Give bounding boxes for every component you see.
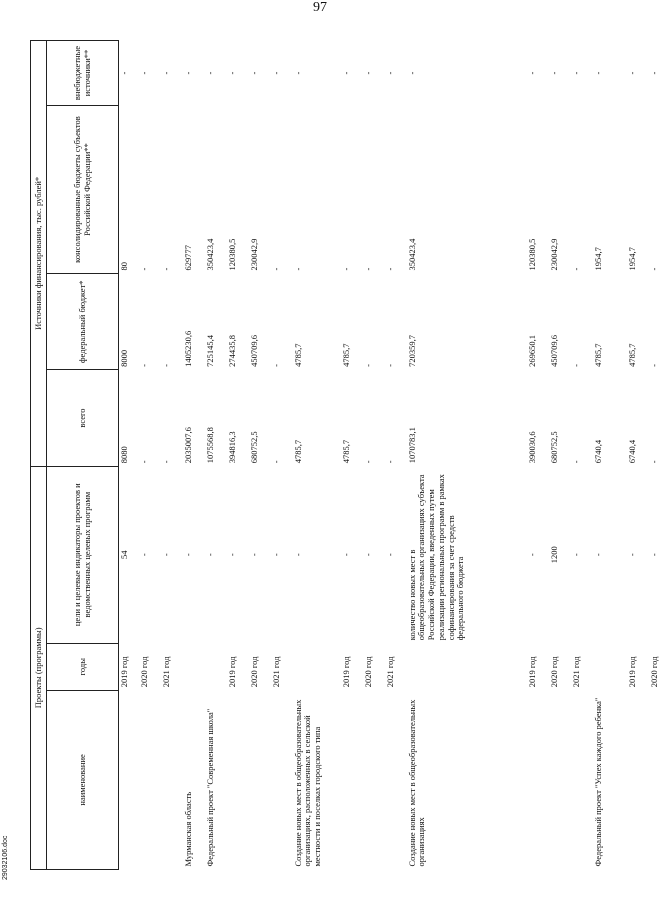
row-total: 2035007,6 bbox=[182, 427, 193, 464]
table-row bbox=[385, 41, 407, 870]
table-row bbox=[271, 41, 293, 870]
row-name bbox=[271, 690, 293, 869]
row-extra: - bbox=[138, 71, 149, 75]
row-extra: - bbox=[384, 71, 395, 75]
row-name bbox=[161, 690, 183, 869]
table-row bbox=[571, 41, 593, 870]
row-goal: - bbox=[248, 553, 259, 557]
row-federal: - bbox=[362, 364, 373, 367]
row-year: 2021 год bbox=[570, 656, 581, 688]
header-name: наименование bbox=[47, 690, 119, 869]
row-extra: - bbox=[270, 71, 281, 75]
row-extra: - bbox=[626, 71, 637, 75]
page-number: 97 bbox=[313, 0, 327, 15]
row-regional: 1954,7 bbox=[626, 247, 637, 271]
table-row bbox=[407, 41, 527, 870]
row-federal: 450709,6 bbox=[548, 335, 559, 367]
row-goal: - bbox=[384, 553, 395, 557]
row-goal: количество новых мест в общеобразовательных организациях субъекта Российской Федерации, введенных путем реализации региональных программ в рамках софинансирования за счет средств федерального бюджета bbox=[406, 474, 466, 641]
table-row bbox=[119, 41, 139, 870]
row-extra: - bbox=[526, 71, 537, 75]
header-regional: консолидированные бюджеты субъектов Российской Федерации** bbox=[47, 106, 119, 274]
row-federal: 1405230,6 bbox=[182, 330, 193, 367]
row-federal: 8000 bbox=[119, 349, 129, 367]
row-total: 394816,3 bbox=[226, 431, 237, 464]
row-goal: - bbox=[340, 553, 351, 557]
row-regional: - bbox=[648, 267, 659, 271]
row-total: 1075568,8 bbox=[204, 427, 215, 464]
row-federal: 4785,7 bbox=[592, 343, 603, 367]
row-total: 8080 bbox=[119, 446, 129, 464]
row-regional: 230042,9 bbox=[248, 238, 259, 271]
row-year: 2020 год bbox=[548, 656, 559, 688]
row-year: 2021 год bbox=[384, 656, 395, 688]
row-total: - bbox=[270, 460, 281, 464]
table-row bbox=[649, 41, 671, 870]
row-extra: - bbox=[406, 71, 417, 75]
row-regional: 350423,4 bbox=[406, 238, 417, 271]
row-name: Федеральный проект "Современная школа" bbox=[204, 708, 215, 867]
row-federal: 720359,7 bbox=[406, 335, 417, 367]
row-federal: - bbox=[160, 364, 171, 367]
row-regional: - bbox=[138, 267, 149, 271]
row-goal: - bbox=[160, 553, 171, 557]
row-regional: 120380,5 bbox=[526, 238, 537, 271]
row-total: - bbox=[362, 460, 373, 464]
row-name: Создание новых мест в общеобразовательных организациях bbox=[406, 699, 427, 867]
header-projects-group: Проекты (программы) bbox=[31, 466, 47, 869]
row-year: 2020 год bbox=[248, 656, 259, 688]
row-federal: 4785,7 bbox=[292, 343, 303, 367]
row-regional: 120380,5 bbox=[226, 238, 237, 271]
row-total: 390030,6 bbox=[526, 431, 537, 464]
row-name bbox=[139, 690, 161, 869]
row-extra: - bbox=[226, 71, 237, 75]
row-name bbox=[627, 690, 649, 869]
row-total: 1070783,1 bbox=[406, 427, 417, 464]
row-goal: - bbox=[526, 553, 537, 557]
row-regional: - bbox=[292, 267, 303, 271]
table-row bbox=[183, 41, 205, 870]
row-year: 2020 год bbox=[362, 656, 373, 688]
row-federal: - bbox=[648, 364, 659, 367]
row-goal: 1200 bbox=[548, 546, 559, 564]
row-federal: 450709,6 bbox=[248, 335, 259, 367]
row-federal: 4785,7 bbox=[340, 343, 351, 367]
row-name bbox=[363, 690, 385, 869]
row-extra: - bbox=[292, 71, 303, 75]
row-year: 2021 год bbox=[270, 656, 281, 688]
row-year: 2019 год bbox=[626, 656, 637, 688]
row-total: - bbox=[160, 460, 171, 464]
row-year: 2020 год bbox=[648, 656, 659, 688]
row-goal: - bbox=[292, 553, 303, 557]
row-federal: - bbox=[384, 364, 395, 367]
row-extra: - bbox=[592, 71, 603, 75]
table-row bbox=[527, 41, 549, 870]
row-year bbox=[593, 643, 627, 690]
row-name bbox=[571, 690, 593, 869]
row-year bbox=[407, 643, 527, 690]
row-regional: 80 bbox=[119, 262, 129, 271]
row-extra: - bbox=[340, 71, 351, 75]
financing-table bbox=[30, 40, 671, 870]
table-row bbox=[139, 41, 161, 870]
row-extra: - bbox=[548, 71, 559, 75]
row-name bbox=[527, 690, 549, 869]
row-goal: - bbox=[182, 553, 193, 557]
footer-code: 29032106.doc bbox=[2, 835, 9, 880]
row-total: 680752,5 bbox=[548, 431, 559, 464]
row-goal: - bbox=[226, 553, 237, 557]
row-regional: 629777 bbox=[182, 245, 193, 271]
row-total: - bbox=[138, 460, 149, 464]
row-regional: - bbox=[340, 267, 351, 271]
row-extra: - bbox=[570, 71, 581, 75]
row-extra: - bbox=[160, 71, 171, 75]
row-name: Федеральный проект "Успех каждого ребенка" bbox=[592, 697, 603, 867]
row-regional: - bbox=[270, 267, 281, 271]
row-goal: - bbox=[204, 553, 215, 557]
row-goal: - bbox=[138, 553, 149, 557]
header-sources-group: Источники финансирования, тыс. рублей* bbox=[31, 41, 47, 467]
row-year: 2019 год bbox=[119, 656, 129, 688]
row-name bbox=[119, 690, 139, 869]
row-federal: - bbox=[570, 364, 581, 367]
row-extra: - bbox=[182, 71, 193, 75]
row-regional: 230042,9 bbox=[548, 238, 559, 271]
row-federal: - bbox=[270, 364, 281, 367]
table-row bbox=[249, 41, 271, 870]
table-row bbox=[293, 41, 341, 870]
row-year: 2019 год bbox=[340, 656, 351, 688]
row-regional: - bbox=[570, 267, 581, 271]
row-federal: 4785,7 bbox=[626, 343, 637, 367]
rotated-page bbox=[30, 40, 659, 870]
row-year bbox=[205, 643, 227, 690]
header-total: всего bbox=[47, 370, 119, 466]
row-extra: - bbox=[648, 71, 659, 75]
row-year: 2021 год bbox=[160, 656, 171, 688]
row-goal: - bbox=[626, 553, 637, 557]
table-row bbox=[227, 41, 249, 870]
row-goal: - bbox=[592, 553, 603, 557]
header-years: годы bbox=[47, 643, 119, 690]
row-year: 2019 год bbox=[226, 656, 237, 688]
row-federal: 725145,4 bbox=[204, 335, 215, 367]
row-name bbox=[227, 690, 249, 869]
row-goal: - bbox=[648, 553, 659, 557]
table-row bbox=[363, 41, 385, 870]
row-year: 2019 год bbox=[526, 656, 537, 688]
header-federal: федеральный бюджет* bbox=[47, 274, 119, 370]
row-goal: 54 bbox=[119, 550, 129, 559]
row-extra: - bbox=[204, 71, 215, 75]
header-extra: внебюджетные источники** bbox=[47, 41, 119, 106]
row-regional: 350423,4 bbox=[204, 238, 215, 271]
row-total: 680752,5 bbox=[248, 431, 259, 464]
row-total: 4785,7 bbox=[340, 439, 351, 464]
row-federal: 269650,1 bbox=[526, 335, 537, 367]
row-extra: - bbox=[362, 71, 373, 75]
row-regional: - bbox=[384, 267, 395, 271]
table-row bbox=[341, 41, 363, 870]
row-total: - bbox=[648, 460, 659, 464]
row-name bbox=[649, 690, 671, 869]
table-row bbox=[627, 41, 649, 870]
row-total: 6740,4 bbox=[592, 439, 603, 464]
table-row bbox=[593, 41, 627, 870]
row-regional: - bbox=[160, 267, 171, 271]
row-name bbox=[549, 690, 571, 869]
row-name: Мурманская область bbox=[182, 791, 193, 867]
row-federal: 274435,8 bbox=[226, 335, 237, 367]
table-row bbox=[205, 41, 227, 870]
row-goal: - bbox=[362, 553, 373, 557]
row-year bbox=[183, 643, 205, 690]
row-federal: - bbox=[138, 364, 149, 367]
header-goals: цели и целевые индикаторы проектов и ведомственных целевых программ bbox=[47, 466, 119, 643]
table-body bbox=[119, 41, 671, 870]
row-regional: - bbox=[362, 267, 373, 271]
row-name bbox=[385, 690, 407, 869]
row-year: 2020 год bbox=[138, 656, 149, 688]
row-year bbox=[293, 643, 341, 690]
row-extra: - bbox=[119, 71, 129, 75]
row-goal: - bbox=[570, 553, 581, 557]
row-regional: 1954,7 bbox=[592, 247, 603, 271]
row-total: 6740,4 bbox=[626, 439, 637, 464]
row-total: 4785,7 bbox=[292, 439, 303, 464]
row-total: - bbox=[384, 460, 395, 464]
row-goal: - bbox=[270, 553, 281, 557]
table-row bbox=[549, 41, 571, 870]
row-extra: - bbox=[248, 71, 259, 75]
table-row bbox=[161, 41, 183, 870]
row-name bbox=[249, 690, 271, 869]
row-total: - bbox=[570, 460, 581, 464]
row-name bbox=[341, 690, 363, 869]
row-name: Создание новых мест в общеобразовательных организациях, расположенных в сельской местности и поселках городского типа bbox=[292, 699, 323, 867]
